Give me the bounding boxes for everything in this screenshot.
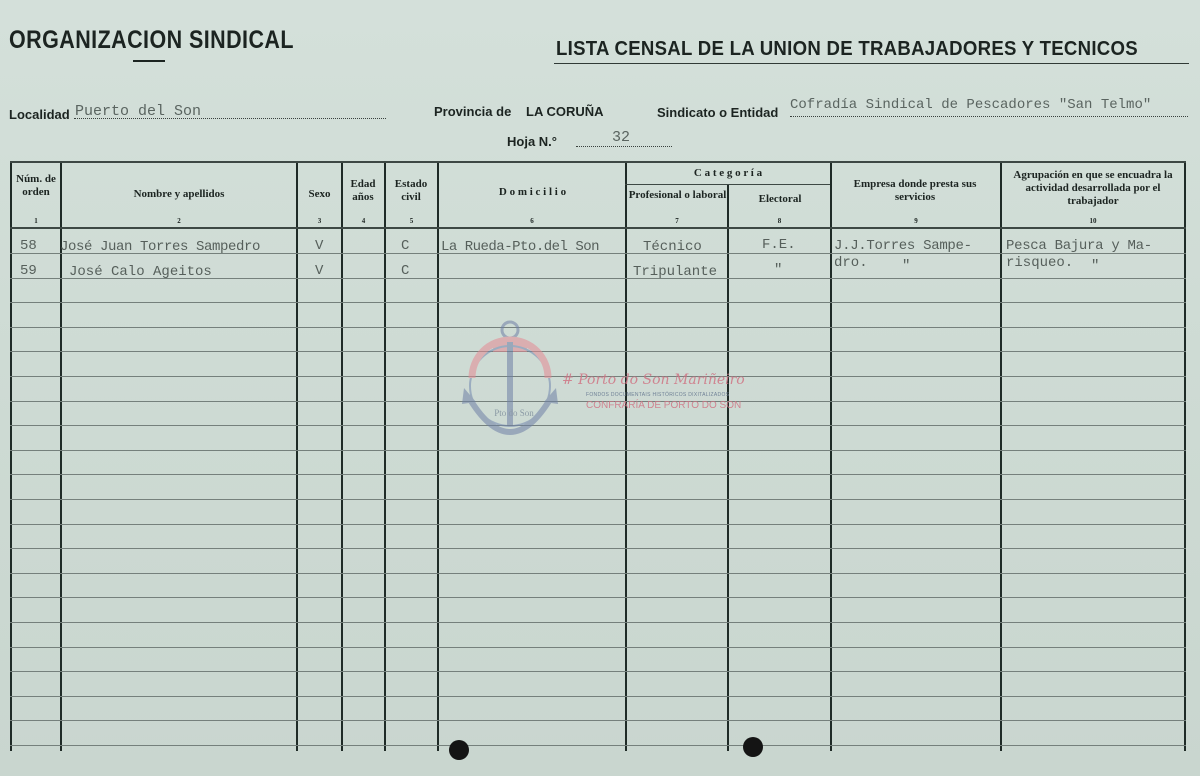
header-electoral: Electoral [758,193,802,205]
row-59-electoral: " [774,262,783,278]
hoja-label: Hoja N.° [507,134,557,149]
stamp-text: Pto do Son [494,408,534,418]
ruled-line [10,671,1186,672]
punch-hole [449,740,469,760]
row-58-empresa-line2: dro. [834,255,868,271]
categoria-rule [625,184,830,185]
header-nombre: Nombre y apellidos [133,188,225,200]
col-line [830,161,832,751]
ruled-line [10,548,1186,549]
row-58-domicilio: La Rueda-Pto.del Son [441,239,600,255]
header-sexo: Sexo [308,188,331,200]
provincia-value: LA CORUÑA [526,104,604,119]
ruled-line [10,622,1186,623]
col-number: 2 [177,217,181,225]
row-58-agrupacion-ditto: " [1091,258,1100,274]
ruled-line [10,720,1186,721]
anchor-stamp-icon [458,318,558,453]
watermark-name: CONFRARÍA DE PORTO DO SON [586,400,742,411]
col-number: 4 [361,217,366,225]
ruled-line [10,425,1186,426]
col-line [1000,161,1002,751]
localidad-value: Puerto del Son [75,103,202,120]
header-domicilio: D o m i c i l i o [498,186,567,198]
ruled-line [10,351,1186,352]
ruled-line [10,524,1186,525]
ruled-line [10,499,1186,500]
col-line [296,161,298,751]
header-empresa: Empresa donde presta sus servicios [853,178,977,203]
row-58-empresa-line1: J.J.Torres Sampe- [834,238,972,254]
provincia-label: Provincia de [434,104,512,119]
title-rule [554,63,1189,64]
row-58-agrupacion-line1: Pesca Bajura y Ma- [1006,238,1152,254]
row-59-sexo: V [315,263,324,279]
col-line [625,161,627,751]
ruled-line [10,647,1186,648]
localidad-label: Localidad [9,107,70,122]
row-58-agrupacion-line2: risqueo. [1006,255,1074,271]
row-59-nombre: José Calo Ageitos [69,264,212,280]
header-num-orden: Núm. de orden [16,173,56,198]
punch-hole [743,737,763,757]
organization-title: ORGANIZACION SINDICAL [9,26,294,54]
col-number: 5 [409,217,414,225]
header-categoria: C a t e g o r í a [693,167,763,179]
col-number: 3 [317,217,322,225]
sindicato-line [790,116,1188,117]
sindicato-value: Cofradía Sindical de Pescadores "San Telmo" [790,97,1152,113]
col-line [384,161,386,751]
header-profesional: Profesional o laboral [628,189,727,201]
header-bottom-border [10,227,1186,229]
col-line [10,161,12,751]
row-58-profesional: Técnico [643,239,702,255]
col-line [727,184,729,751]
row-59-profesional: Tripulante [633,264,718,280]
col-line [1184,161,1186,751]
header-agrupacion: Agrupación en que se encuadra la actividad desarrollada por el trabajador [1013,169,1173,207]
col-line [437,161,439,751]
title-underline [133,60,165,62]
ruled-line [10,327,1186,328]
ruled-line [10,450,1186,451]
ruled-line [10,696,1186,697]
row-59-estado: C [401,263,410,279]
watermark-subtitle: FONDOS DOCUMENTAIS HISTÓRICOS DIXITALIZADOS [586,392,730,398]
ruled-line [10,745,1186,746]
watermark-title: # Porto do Son Mariñeiro [562,372,745,388]
ruled-line [10,597,1186,598]
col-number: 6 [530,217,534,225]
col-number: 10 [1089,217,1097,225]
col-line [341,161,343,751]
sindicato-label: Sindicato o Entidad [657,105,779,120]
col-number: 7 [675,217,679,225]
row-58-electoral: F.E. [762,237,796,253]
row-58-sexo: V [315,238,324,254]
row-58-num: 58 [20,238,37,254]
header-edad: Edad años [350,178,376,203]
ruled-line [10,302,1186,303]
table-top-border [10,161,1186,163]
localidad-line [74,118,386,119]
row-58-empresa-ditto: " [902,258,911,274]
hoja-line [576,146,672,147]
col-number: 8 [777,217,782,225]
ruled-line [10,474,1186,475]
col-number: 9 [914,217,918,225]
row-59-num: 59 [20,263,37,279]
document-title: LISTA CENSAL DE LA UNION DE TRABAJADORES Y TECNICOS [556,38,1138,60]
row-58-nombre: José Juan Torres Sampedro [60,239,261,255]
hoja-value: 32 [612,129,631,146]
ruled-line [10,573,1186,574]
header-estado-civil: Estado civil [394,178,428,203]
row-58-estado: C [401,238,410,254]
col-number: 1 [34,217,38,225]
